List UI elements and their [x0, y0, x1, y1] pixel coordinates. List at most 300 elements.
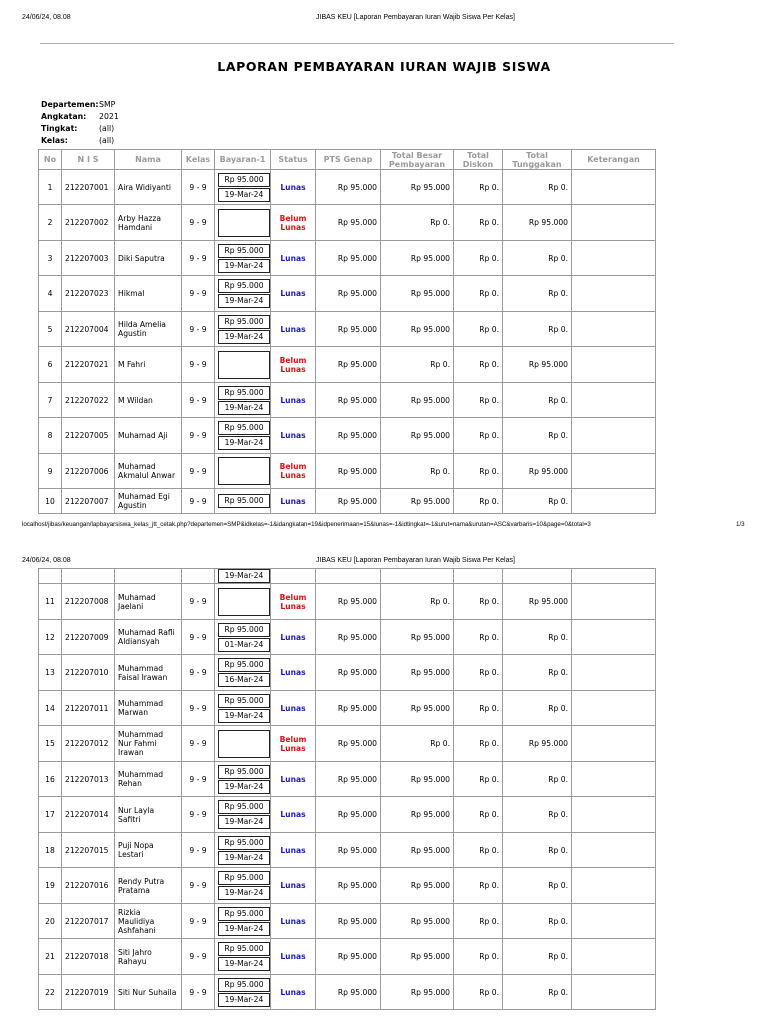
cell-bayaran [215, 205, 271, 241]
col-header-keterangan: Keterangan [572, 150, 656, 170]
cell-status: Lunas [271, 762, 316, 797]
cell-total-besar: Rp 95.000 [381, 276, 454, 312]
payment-table-page2 [38, 568, 656, 1010]
print-page-title: JIBAS KEU [Laporan Pembayaran Iuran Wajib Siswa Per Kelas] [316, 14, 515, 21]
cell-total-besar: Rp 0. [381, 347, 454, 383]
payment-amount-box: Rp 95.000 [218, 279, 270, 293]
cell-no: 18 [39, 833, 62, 868]
col-header-status: Status [271, 150, 316, 170]
cell-nama: Siti Nur Suhaila [115, 975, 182, 1010]
cell-keterangan [572, 904, 656, 939]
cell-keterangan [572, 276, 656, 312]
cell-total-diskon: Rp 0. [454, 939, 503, 975]
cell-pts-genap: Rp 95.000 [316, 691, 381, 726]
cell-status: Lunas [271, 170, 316, 205]
cell-keterangan [572, 939, 656, 975]
cell-keterangan [572, 418, 656, 454]
cell-total-besar: Rp 95.000 [381, 868, 454, 904]
cell-keterangan [572, 489, 656, 514]
cell-nama: Nur Layla Safitri [115, 797, 182, 833]
cell-status: Lunas [271, 655, 316, 691]
cell-kelas: 9 - 9 [182, 383, 215, 418]
table-row [39, 170, 656, 205]
cell-no: 21 [39, 939, 62, 975]
cell-kelas: 9 - 9 [182, 454, 215, 489]
cell-total-tunggakan: Rp 95.000 [503, 205, 572, 241]
cell-status: Lunas [271, 833, 316, 868]
cell-total-diskon: Rp 0. [454, 797, 503, 833]
cell-keterangan [572, 241, 656, 276]
cell-bayaran [215, 691, 271, 726]
payment-date-box: 19-Mar-24 [218, 330, 270, 344]
payment-amount-box: Rp 95.000 [218, 421, 270, 435]
cell-total-diskon: Rp 0. [454, 584, 503, 620]
cell-nama: Muhamad Rafli Aldiansyah [115, 620, 182, 655]
cell-bayaran [215, 276, 271, 312]
table-row [39, 205, 656, 241]
cell-total-tunggakan: Rp 0. [503, 797, 572, 833]
cell-total-diskon: Rp 0. [454, 312, 503, 347]
cell-status: Lunas [271, 939, 316, 975]
cell-no: 6 [39, 347, 62, 383]
cell-pts-genap: Rp 95.000 [316, 170, 381, 205]
payment-date-box: 19-Mar-24 [218, 851, 270, 865]
payment-amount-box [218, 588, 270, 616]
payment-amount-box [218, 351, 270, 379]
payment-amount-box: Rp 95.000 [218, 765, 270, 779]
payment-date-box: 19-Mar-24 [218, 886, 270, 900]
payment-date-box: 19-Mar-24 [218, 294, 270, 308]
cell-bayaran [215, 454, 271, 489]
cell-status: Lunas [271, 241, 316, 276]
cell-kelas: 9 - 9 [182, 489, 215, 514]
payment-date-box: 19-Mar-24 [218, 815, 270, 829]
cell-total-besar: Rp 95.000 [381, 691, 454, 726]
table-row [39, 241, 656, 276]
cell-no: 5 [39, 312, 62, 347]
cell-keterangan [572, 833, 656, 868]
table-row [39, 276, 656, 312]
cell-total-besar: Rp 95.000 [381, 312, 454, 347]
cell-keterangan [572, 655, 656, 691]
cell-nama: Arby Hazza Hamdani [115, 205, 182, 241]
cell-keterangan [572, 205, 656, 241]
cell-nama: Muhammad Faisal Irawan [115, 655, 182, 691]
cell-kelas: 9 - 9 [182, 833, 215, 868]
payment-amount-box: Rp 95.000 [218, 173, 270, 187]
meta-kelas: Kelas: (all) [41, 136, 115, 145]
payment-amount-box [218, 457, 270, 485]
table-row [39, 454, 656, 489]
cell-bayaran [215, 939, 271, 975]
cell-kelas: 9 - 9 [182, 868, 215, 904]
payment-amount-box: Rp 95.000 [218, 871, 270, 885]
cell-bayaran [215, 655, 271, 691]
cell-nama: Muhammad Rehan [115, 762, 182, 797]
cell-bayaran [215, 868, 271, 904]
payment-table-page1 [38, 149, 656, 514]
cell-total-tunggakan: Rp 95.000 [503, 347, 572, 383]
cell-total-tunggakan: Rp 95.000 [503, 726, 572, 762]
cell-no: 22 [39, 975, 62, 1010]
cell-nama: Muhammad Nur Fahmi Irawan [115, 726, 182, 762]
payment-amount-box: Rp 95.000 [218, 694, 270, 708]
cell-nama: Rendy Putra Pratama [115, 868, 182, 904]
table-row [39, 939, 656, 975]
cell-pts-genap: Rp 95.000 [316, 276, 381, 312]
cell-total-besar: Rp 95.000 [381, 383, 454, 418]
cell-nis: 212207013 [62, 762, 115, 797]
cell-kelas: 9 - 9 [182, 726, 215, 762]
cell-keterangan [572, 691, 656, 726]
cell-total-besar: Rp 95.000 [381, 170, 454, 205]
cell-status: Lunas [271, 276, 316, 312]
table-row [39, 312, 656, 347]
cell-total-diskon: Rp 0. [454, 383, 503, 418]
cell-nama: M Wildan [115, 383, 182, 418]
cell-total-tunggakan: Rp 0. [503, 868, 572, 904]
cell-keterangan [572, 312, 656, 347]
cell-pts-genap: Rp 95.000 [316, 418, 381, 454]
cell-kelas: 9 - 9 [182, 347, 215, 383]
cell-total-besar: Rp 95.000 [381, 418, 454, 454]
table-row [39, 975, 656, 1010]
payment-date-box: 19-Mar-24 [218, 188, 270, 202]
cell-no: 1 [39, 170, 62, 205]
cell-kelas: 9 - 9 [182, 312, 215, 347]
cell-nis: 212207006 [62, 454, 115, 489]
cell-nis: 212207003 [62, 241, 115, 276]
cell-kelas: 9 - 9 [182, 691, 215, 726]
cell-nama: Muhamad Akmalul Anwar [115, 454, 182, 489]
cell-total-diskon: Rp 0. [454, 904, 503, 939]
cell-nama: Siti Jahro Rahayu [115, 939, 182, 975]
cell-nis: 212207005 [62, 418, 115, 454]
cell-status: Belum Lunas [271, 584, 316, 620]
table-row [39, 868, 656, 904]
cell-total-besar: Rp 95.000 [381, 241, 454, 276]
cell-no: 8 [39, 418, 62, 454]
cell-no: 15 [39, 726, 62, 762]
print-page-number: 1/3 [736, 521, 745, 528]
cell-nama: Muhammad Marwan [115, 691, 182, 726]
cell-nis: 212207015 [62, 833, 115, 868]
cell-total-diskon: Rp 0. [454, 833, 503, 868]
cell-bayaran [215, 904, 271, 939]
cell-nis: 212207012 [62, 726, 115, 762]
cell-bayaran [215, 797, 271, 833]
cell-pts-genap: Rp 95.000 [316, 726, 381, 762]
cell-bayaran [215, 833, 271, 868]
cell-total-diskon: Rp 0. [454, 418, 503, 454]
cell-total-tunggakan: Rp 0. [503, 241, 572, 276]
payment-date-box: 01-Mar-24 [218, 638, 270, 652]
cell-total-besar: Rp 95.000 [381, 975, 454, 1010]
col-header-total-besar: Total Besar Pembayaran [381, 150, 454, 170]
print-page-title-page2: JIBAS KEU [Laporan Pembayaran Iuran Wajib Siswa Per Kelas] [316, 557, 515, 564]
payment-amount-box: Rp 95.000 [218, 907, 270, 921]
cell-total-besar: Rp 95.000 [381, 904, 454, 939]
cell-no: 17 [39, 797, 62, 833]
cell-total-tunggakan: Rp 0. [503, 620, 572, 655]
cell-keterangan [572, 454, 656, 489]
payment-amount-box: Rp 95.000 [218, 978, 270, 992]
cell-total-tunggakan: Rp 0. [503, 276, 572, 312]
cell-nama: Hikmal [115, 276, 182, 312]
cell-total-diskon: Rp 0. [454, 620, 503, 655]
report-title: LAPORAN PEMBAYARAN IURAN WAJIB SISWA [217, 59, 551, 74]
cell-pts-genap: Rp 95.000 [316, 620, 381, 655]
payment-date-box: 19-Mar-24 [218, 709, 270, 723]
cell-pts-genap: Rp 95.000 [316, 797, 381, 833]
cell-total-besar: Rp 95.000 [381, 655, 454, 691]
cell-bayaran [215, 975, 271, 1010]
cell-no: 13 [39, 655, 62, 691]
cell-kelas: 9 - 9 [182, 620, 215, 655]
cell-total-besar: Rp 95.000 [381, 489, 454, 514]
cell-nis: 212207004 [62, 312, 115, 347]
cell-keterangan [572, 620, 656, 655]
cell-nis: 212207019 [62, 975, 115, 1010]
cell-nis: 212207018 [62, 939, 115, 975]
cell-nama: Muhamad Jaelani [115, 584, 182, 620]
cell-pts-genap: Rp 95.000 [316, 762, 381, 797]
cell-total-tunggakan: Rp 0. [503, 170, 572, 205]
cell-total-besar: Rp 95.000 [381, 939, 454, 975]
payment-amount-box: Rp 95.000 [218, 942, 270, 956]
cell-nama: Muhamad Aji [115, 418, 182, 454]
cell-no: 20 [39, 904, 62, 939]
table-row [39, 691, 656, 726]
table-row-continued [39, 569, 656, 584]
cell-total-diskon: Rp 0. [454, 489, 503, 514]
cell-total-diskon: Rp 0. [454, 975, 503, 1010]
cell-kelas: 9 - 9 [182, 418, 215, 454]
table-row [39, 620, 656, 655]
cell-status: Lunas [271, 904, 316, 939]
cell-nama: Hilda Amelia Agustin [115, 312, 182, 347]
cell-total-diskon: Rp 0. [454, 655, 503, 691]
cell-total-besar: Rp 95.000 [381, 620, 454, 655]
cell-nis: 212207010 [62, 655, 115, 691]
cell-pts-genap: Rp 95.000 [316, 584, 381, 620]
cell-total-diskon: Rp 0. [454, 762, 503, 797]
cell-total-tunggakan: Rp 0. [503, 655, 572, 691]
cell-nis: 212207016 [62, 868, 115, 904]
cell-nama: Puji Nopa Lestari [115, 833, 182, 868]
cell-kelas: 9 - 9 [182, 241, 215, 276]
cell-status: Lunas [271, 797, 316, 833]
cell-nis: 212207017 [62, 904, 115, 939]
table-row [39, 489, 656, 514]
cell-no: 14 [39, 691, 62, 726]
cell-nis: 212207021 [62, 347, 115, 383]
cell-kelas: 9 - 9 [182, 797, 215, 833]
table-row [39, 833, 656, 868]
cell-total-diskon: Rp 0. [454, 347, 503, 383]
payment-amount-box [218, 209, 270, 237]
cell-keterangan [572, 868, 656, 904]
cell-nama: Muhamad Egi Agustin [115, 489, 182, 514]
cell-nis: 212207014 [62, 797, 115, 833]
cell-nama: Aira Widiyanti [115, 170, 182, 205]
cell-status: Belum Lunas [271, 205, 316, 241]
cell-status: Lunas [271, 312, 316, 347]
cell-status: Lunas [271, 868, 316, 904]
cell-keterangan [572, 584, 656, 620]
table-row [39, 904, 656, 939]
cell-no: 12 [39, 620, 62, 655]
cell-bayaran [215, 312, 271, 347]
cell-bayaran [215, 584, 271, 620]
payment-date-box: 19-Mar-24 [218, 922, 270, 936]
cell-nis: 212207008 [62, 584, 115, 620]
cell-no: 19 [39, 868, 62, 904]
col-header-bayaran: Bayaran-1 [215, 150, 271, 170]
cell-bayaran [215, 383, 271, 418]
cell-pts-genap: Rp 95.000 [316, 347, 381, 383]
cell-kelas: 9 - 9 [182, 205, 215, 241]
cell-status: Belum Lunas [271, 454, 316, 489]
cell-total-tunggakan: Rp 95.000 [503, 454, 572, 489]
cell-total-besar: Rp 95.000 [381, 762, 454, 797]
cell-no: 10 [39, 489, 62, 514]
payment-amount-box: Rp 95.000 [218, 623, 270, 637]
cell-no: 11 [39, 584, 62, 620]
cell-pts-genap: Rp 95.000 [316, 205, 381, 241]
cell-pts-genap: Rp 95.000 [316, 454, 381, 489]
payment-date-box: 19-Mar-24 [218, 993, 270, 1007]
cell-total-tunggakan: Rp 0. [503, 904, 572, 939]
cell-total-diskon: Rp 0. [454, 868, 503, 904]
cell-bayaran [215, 418, 271, 454]
print-datetime-page2: 24/06/24, 08.08 [22, 557, 71, 564]
cell-nama: Diki Saputra [115, 241, 182, 276]
cell-no: 9 [39, 454, 62, 489]
cell-total-besar: Rp 95.000 [381, 797, 454, 833]
cell-total-diskon: Rp 0. [454, 691, 503, 726]
cell-pts-genap: Rp 95.000 [316, 868, 381, 904]
table-row [39, 762, 656, 797]
cell-no: 3 [39, 241, 62, 276]
cell-nama: M Fahri [115, 347, 182, 383]
cell-keterangan [572, 797, 656, 833]
meta-departemen: Departemen:SMP [41, 100, 116, 109]
cell-status: Lunas [271, 418, 316, 454]
table-row [39, 726, 656, 762]
cell-kelas: 9 - 9 [182, 904, 215, 939]
cell-pts-genap: Rp 95.000 [316, 975, 381, 1010]
cell-keterangan [572, 170, 656, 205]
cell-total-tunggakan: Rp 0. [503, 975, 572, 1010]
cell-no: 7 [39, 383, 62, 418]
table-header-row [39, 150, 656, 170]
payment-amount-box: Rp 95.000 [218, 386, 270, 400]
payment-amount-box: Rp 95.000 [218, 494, 270, 508]
table-row [39, 584, 656, 620]
payment-date-box: 19-Mar-24 [218, 780, 270, 794]
cell-total-diskon: Rp 0. [454, 726, 503, 762]
payment-amount-box: Rp 95.000 [218, 800, 270, 814]
cell-kelas: 9 - 9 [182, 655, 215, 691]
cell-no: 4 [39, 276, 62, 312]
payment-date-box: 19-Mar-24 [218, 569, 270, 583]
col-header-nama: Nama [115, 150, 182, 170]
cell-pts-genap: Rp 95.000 [316, 939, 381, 975]
cell-total-tunggakan: Rp 0. [503, 939, 572, 975]
print-datetime: 24/06/24, 08.08 [22, 14, 71, 21]
cell-kelas: 9 - 9 [182, 276, 215, 312]
cell-pts-genap: Rp 95.000 [316, 489, 381, 514]
payment-amount-box: Rp 95.000 [218, 315, 270, 329]
cell-nis: 212207002 [62, 205, 115, 241]
meta-tingkat: Tingkat: (all) [41, 124, 115, 133]
cell-keterangan [572, 383, 656, 418]
print-url: localhost/jibas/keuangan/lapbayarsiswa_kelas_jtt_cetak.php?departemen=SMP&idkelas=-1&idangkatan=19&idpenerimaan=15&lunas=-1&idtingkat=-1&urut=nama&urutan=ASC&varbaris=10&page=0&total=3 [22, 521, 591, 528]
col-header-pts-genap: PTS Genap [316, 150, 381, 170]
cell-total-diskon: Rp 0. [454, 170, 503, 205]
cell-keterangan [572, 726, 656, 762]
cell-keterangan [572, 762, 656, 797]
payment-date-box: 19-Mar-24 [218, 259, 270, 273]
cell-total-tunggakan: Rp 0. [503, 762, 572, 797]
payment-amount-box: Rp 95.000 [218, 658, 270, 672]
table-row [39, 797, 656, 833]
table-row [39, 655, 656, 691]
cell-no: 16 [39, 762, 62, 797]
cell-bayaran [215, 241, 271, 276]
cell-total-besar: Rp 0. [381, 454, 454, 489]
cell-status: Lunas [271, 489, 316, 514]
cell-nis: 212207011 [62, 691, 115, 726]
table-row [39, 347, 656, 383]
cell-kelas: 9 - 9 [182, 170, 215, 205]
cell-nis: 212207023 [62, 276, 115, 312]
payment-amount-box: Rp 95.000 [218, 836, 270, 850]
payment-date-box: 16-Mar-24 [218, 673, 270, 687]
cell-status: Belum Lunas [271, 347, 316, 383]
cell-total-tunggakan: Rp 0. [503, 489, 572, 514]
cell-status: Lunas [271, 691, 316, 726]
payment-date-box: 19-Mar-24 [218, 957, 270, 971]
cell-kelas: 9 - 9 [182, 762, 215, 797]
cell-bayaran [215, 620, 271, 655]
cell-pts-genap: Rp 95.000 [316, 312, 381, 347]
col-header-total-tunggakan: Total Tunggakan [503, 150, 572, 170]
cell-total-tunggakan: Rp 0. [503, 691, 572, 726]
table-row [39, 418, 656, 454]
cell-pts-genap: Rp 95.000 [316, 904, 381, 939]
cell-nis: 212207009 [62, 620, 115, 655]
payment-date-box: 19-Mar-24 [218, 401, 270, 415]
cell-total-tunggakan: Rp 0. [503, 833, 572, 868]
cell-pts-genap: Rp 95.000 [316, 833, 381, 868]
table-row [39, 383, 656, 418]
cell-no: 2 [39, 205, 62, 241]
cell-total-tunggakan: Rp 0. [503, 418, 572, 454]
cell-total-tunggakan: Rp 0. [503, 312, 572, 347]
col-header-total-diskon: Total Diskon [454, 150, 503, 170]
payment-amount-box: Rp 95.000 [218, 244, 270, 258]
cell-status: Lunas [271, 620, 316, 655]
cell-total-diskon: Rp 0. [454, 241, 503, 276]
cell-keterangan [572, 975, 656, 1010]
cell-bayaran [215, 170, 271, 205]
cell-bayaran [215, 489, 271, 514]
payment-date-box: 19-Mar-24 [218, 436, 270, 450]
meta-angkatan: Angkatan: 2021 [41, 112, 119, 121]
cell-nis: 212207001 [62, 170, 115, 205]
